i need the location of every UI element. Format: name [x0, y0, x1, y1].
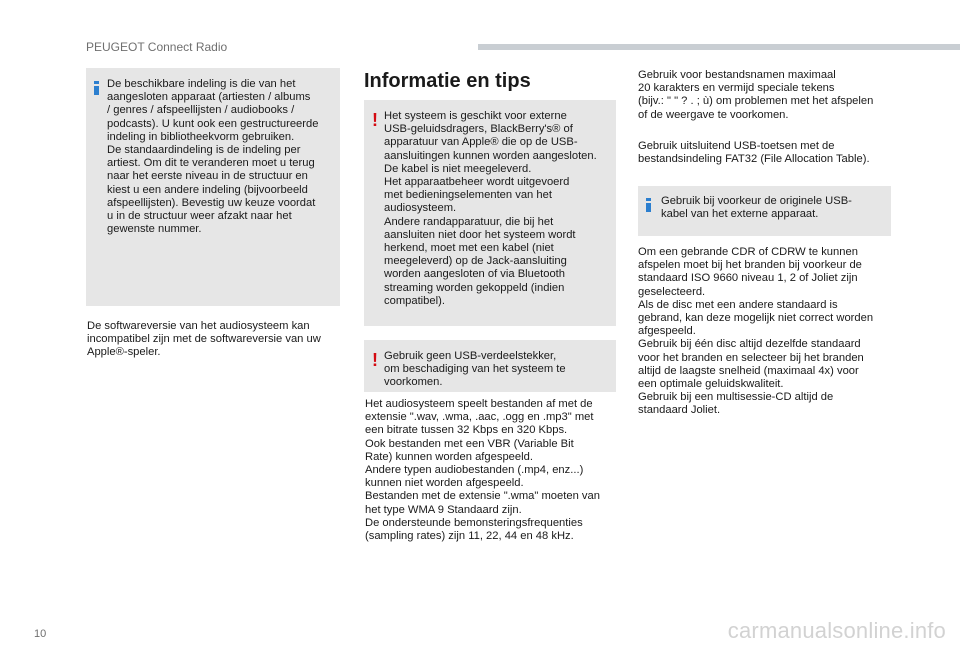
body-text-left: De softwareversie van het audiosysteem kan incompatibel zijn met de softwareversie van uw Apple®-speler. — [87, 320, 321, 359]
info-icon — [94, 81, 99, 95]
warning-text-1: Het systeem is geschikt voor externe USB-geluidsdragers, BlackBerry's® of apparatuur van Apple® die op de USB- aansluitingen kunnen worden aangesloten. De kabel is niet meegeleverd. Het apparaatbeheer wordt uitgevoerd met bedieningselementen van het audiosysteem. Andere randapparatuur, die bij het aansluiten niet door het systeem wordt herkend, moet met een kabel (niet meegeleverd) op de Jack-aansluiting worden aangesloten of via Bluetooth streaming worden gekoppeld (indien compatibel). — [384, 110, 597, 307]
page-number: 10 — [34, 628, 47, 640]
right-para-1: Gebruik voor bestandsnamen maximaal 20 karakters en vermijd speciale tekens (bijv.: " " ? . ; ù) om problemen met het afspelen of de weergave te voorkomen. — [638, 69, 874, 121]
info-icon — [646, 198, 651, 212]
warning-icon: ! — [372, 110, 378, 130]
right-para-3: Om een gebrande CDR of CDRW te kunnen afspelen moet bij het branden bij voorkeur de standaard ISO 9660 niveau 1, 2 of Joliet zijn geselecteerd. Als de disc met een andere standaard is gebrand, kan deze mogelijk niet correct worden afgespeeld. Gebruik bij één disc altijd dezelfde standaard voor het branden en selecteer bij het branden altijd de laagste snelheid (maximaal 4x) voor een optimale geluidskwaliteit. Gebruik bij een multisessie-CD altijd de standaard Joliet. — [638, 246, 874, 417]
body-text-middle: Het audiosysteem speelt bestanden af met de extensie ".wav, .wma, .aac, .ogg en .mp3" met een bitrate tussen 32 Kbps en 320 Kbps. Ook bestanden met een VBR (Variable Bit Rate) kunnen worden afgespeeld. Andere typen audiobestanden (.mp4, enz...) kunnen niet worden afgespeeld. Bestanden met de extensie ".wma" moeten van het type WMA 9 Standaard zijn. De ondersteunde bemonsteringsfrequenties (sampling rates) zijn 11, 22, 44 en 48 kHz. — [365, 398, 600, 543]
warning-text-2: Gebruik geen USB-verdeelstekker, om beschadiging van het systeem te voorkomen. — [384, 350, 566, 389]
header-title: PEUGEOT Connect Radio — [86, 40, 228, 54]
section-heading: Informatie en tips — [364, 70, 531, 92]
right-para-2: Gebruik uitsluitend USB-toetsen met de bestandsindeling FAT32 (File Allocation Table). — [638, 140, 870, 166]
watermark: carmanualsonline.info — [727, 618, 946, 643]
header-bar — [478, 44, 960, 50]
warning-icon: ! — [372, 350, 378, 370]
info-text-left: De beschikbare indeling is die van het aangesloten apparaat (artiesten / albums / genres / afspeellijsten / audiobooks / podcasts). U kunt ook een gestructureerde indeling in bibliotheekvorm gebruiken. De standaardindeling is de indeling per artiest. Om dit te veranderen moet u terug naar het eerste niveau in de structuur en kiest u een andere indeling (bijvoorbeeld afspeellijsten). Bevestig uw keuze voordat u in de structuur weer afzakt naar het gewenste nummer. — [107, 78, 319, 236]
info-text-right: Gebruik bij voorkeur de originele USB- kabel van het externe apparaat. — [661, 195, 852, 221]
